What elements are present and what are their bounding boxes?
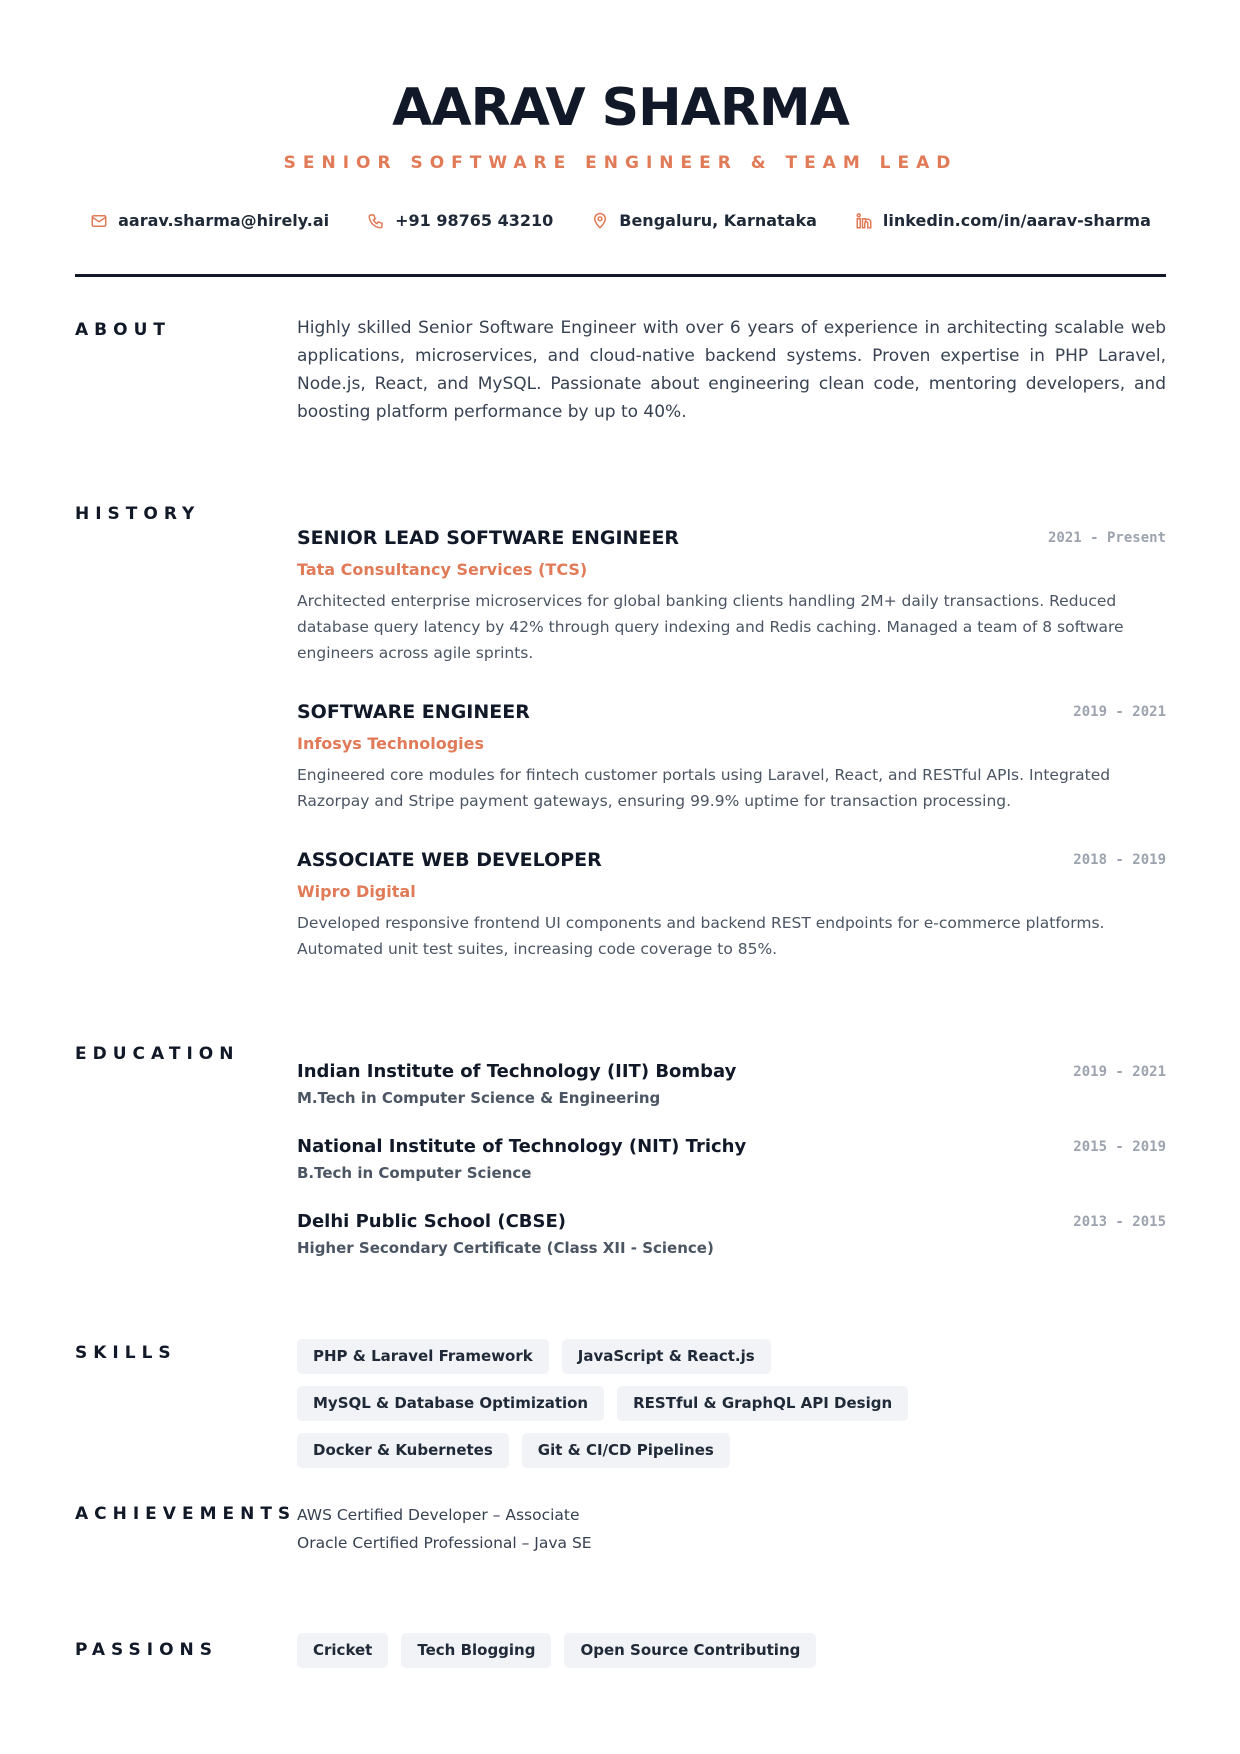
education-dates: 2013 - 2015 <box>1073 1214 1166 1230</box>
degree-name: B.Tech in Computer Science <box>297 1164 532 1182</box>
education-dates: 2019 - 2021 <box>1073 1064 1166 1080</box>
about-section <box>297 314 1166 426</box>
section-label-education: EDUCATION <box>75 1044 240 1064</box>
job-dates: 2021 - Present <box>1047 530 1166 546</box>
job-company: Wipro Digital <box>297 882 416 901</box>
job-company: Tata Consultancy Services (TCS) <box>297 560 588 579</box>
degree-name: M.Tech in Computer Science & Engineering <box>297 1089 661 1107</box>
job-description: Developed responsive frontend UI components and backend REST endpoints for e-commerce platforms. Automated unit test suites, increasing code coverage to 85%. <box>297 914 1105 958</box>
job-entry <box>297 848 1166 962</box>
passion-chip: Cricket <box>297 1633 388 1668</box>
section-label-history: HISTORY <box>75 504 201 524</box>
skill-chip: JavaScript & React.js <box>562 1339 771 1374</box>
mail-icon <box>90 212 108 230</box>
phone-text: +91 98765 43210 <box>395 211 554 230</box>
job-title: SENIOR LEAD SOFTWARE ENGINEER <box>297 527 680 549</box>
school-name: National Institute of Technology (NIT) Trichy <box>297 1136 747 1157</box>
location-text: Bengaluru, Karnataka <box>619 211 817 230</box>
job-entry <box>297 700 1166 814</box>
school-name: Delhi Public School (CBSE) <box>297 1211 566 1232</box>
linkedin-icon <box>855 212 873 230</box>
skills-section <box>297 1339 1166 1468</box>
achievement-item: AWS Certified Developer – Associate <box>297 1506 580 1524</box>
email-text: aarav.sharma@hirely.ai <box>118 211 330 230</box>
resume-page <box>75 0 1166 1754</box>
section-label-passions: PASSIONS <box>75 1640 219 1660</box>
education-entry <box>297 1060 1166 1108</box>
section-label-achievements: ACHIEVEMENTS <box>75 1504 297 1524</box>
skill-chip: Docker & Kubernetes <box>297 1433 509 1468</box>
skill-chip: PHP & Laravel Framework <box>297 1339 549 1374</box>
candidate-name: AARAV SHARMA <box>392 78 849 138</box>
job-description: Engineered core modules for fintech customer portals using Laravel, React, and RESTful APIs. Integrated Razorpay and Stripe payment gateways, ensuring 99.9% uptime for transaction processing. <box>297 766 1111 810</box>
history-section <box>297 526 1166 976</box>
school-name: Indian Institute of Technology (IIT) Bombay <box>297 1061 737 1082</box>
job-title: ASSOCIATE WEB DEVELOPER <box>297 849 602 871</box>
contact-phone[interactable] <box>367 211 553 230</box>
header-divider <box>75 274 1166 277</box>
passion-chip: Open Source Contributing <box>564 1633 816 1668</box>
skill-chip: MySQL & Database Optimization <box>297 1386 604 1421</box>
achievement-item: Oracle Certified Professional – Java SE <box>297 1534 592 1552</box>
about-text: Highly skilled Senior Software Engineer with over 6 years of experience in architecting scalable web applications, microservices, and cloud-native backend systems. Proven expertise in PHP Laravel, Node.js, React, and MySQL. Passionate about engineering clean code, mentoring developers, and boosting platform performance by up to 40%. <box>297 318 1166 422</box>
skill-chip: RESTful & GraphQL API Design <box>617 1386 908 1421</box>
education-dates: 2015 - 2019 <box>1073 1139 1166 1155</box>
job-company: Infosys Technologies <box>297 734 485 753</box>
phone-icon <box>367 212 385 230</box>
job-entry <box>297 526 1166 666</box>
passions-section <box>297 1633 1166 1668</box>
education-entry <box>297 1210 1166 1258</box>
skill-chip: Git & CI/CD Pipelines <box>522 1433 730 1468</box>
education-section <box>297 1060 1166 1260</box>
job-title-subtitle: SENIOR SOFTWARE ENGINEER & TEAM LEAD <box>283 153 958 173</box>
section-label-skills: SKILLS <box>75 1343 177 1363</box>
contact-linkedin[interactable] <box>855 211 1151 230</box>
location-pin-icon <box>591 212 609 230</box>
passions-chip-list <box>297 1633 1166 1668</box>
contact-bar <box>75 211 1166 230</box>
section-label-about: ABOUT <box>75 320 171 340</box>
skills-chip-list <box>297 1339 1057 1468</box>
linkedin-text: linkedin.com/in/aarav-sharma <box>882 211 1151 230</box>
contact-location <box>591 211 817 230</box>
job-title: SOFTWARE ENGINEER <box>297 701 530 723</box>
education-entry <box>297 1135 1166 1183</box>
job-dates: 2019 - 2021 <box>1073 704 1166 720</box>
job-dates: 2018 - 2019 <box>1073 852 1166 868</box>
degree-name: Higher Secondary Certificate (Class XII - Science) <box>297 1239 714 1257</box>
passion-chip: Tech Blogging <box>401 1633 551 1668</box>
job-description: Architected enterprise microservices for global banking clients handling 2M+ daily transactions. Reduced database query latency by 42% through query indexing and Redis caching. Managed a team of 8 software engineers across agile sprints. <box>297 592 1124 662</box>
achievements-section <box>297 1501 1166 1557</box>
contact-email[interactable] <box>90 211 329 230</box>
